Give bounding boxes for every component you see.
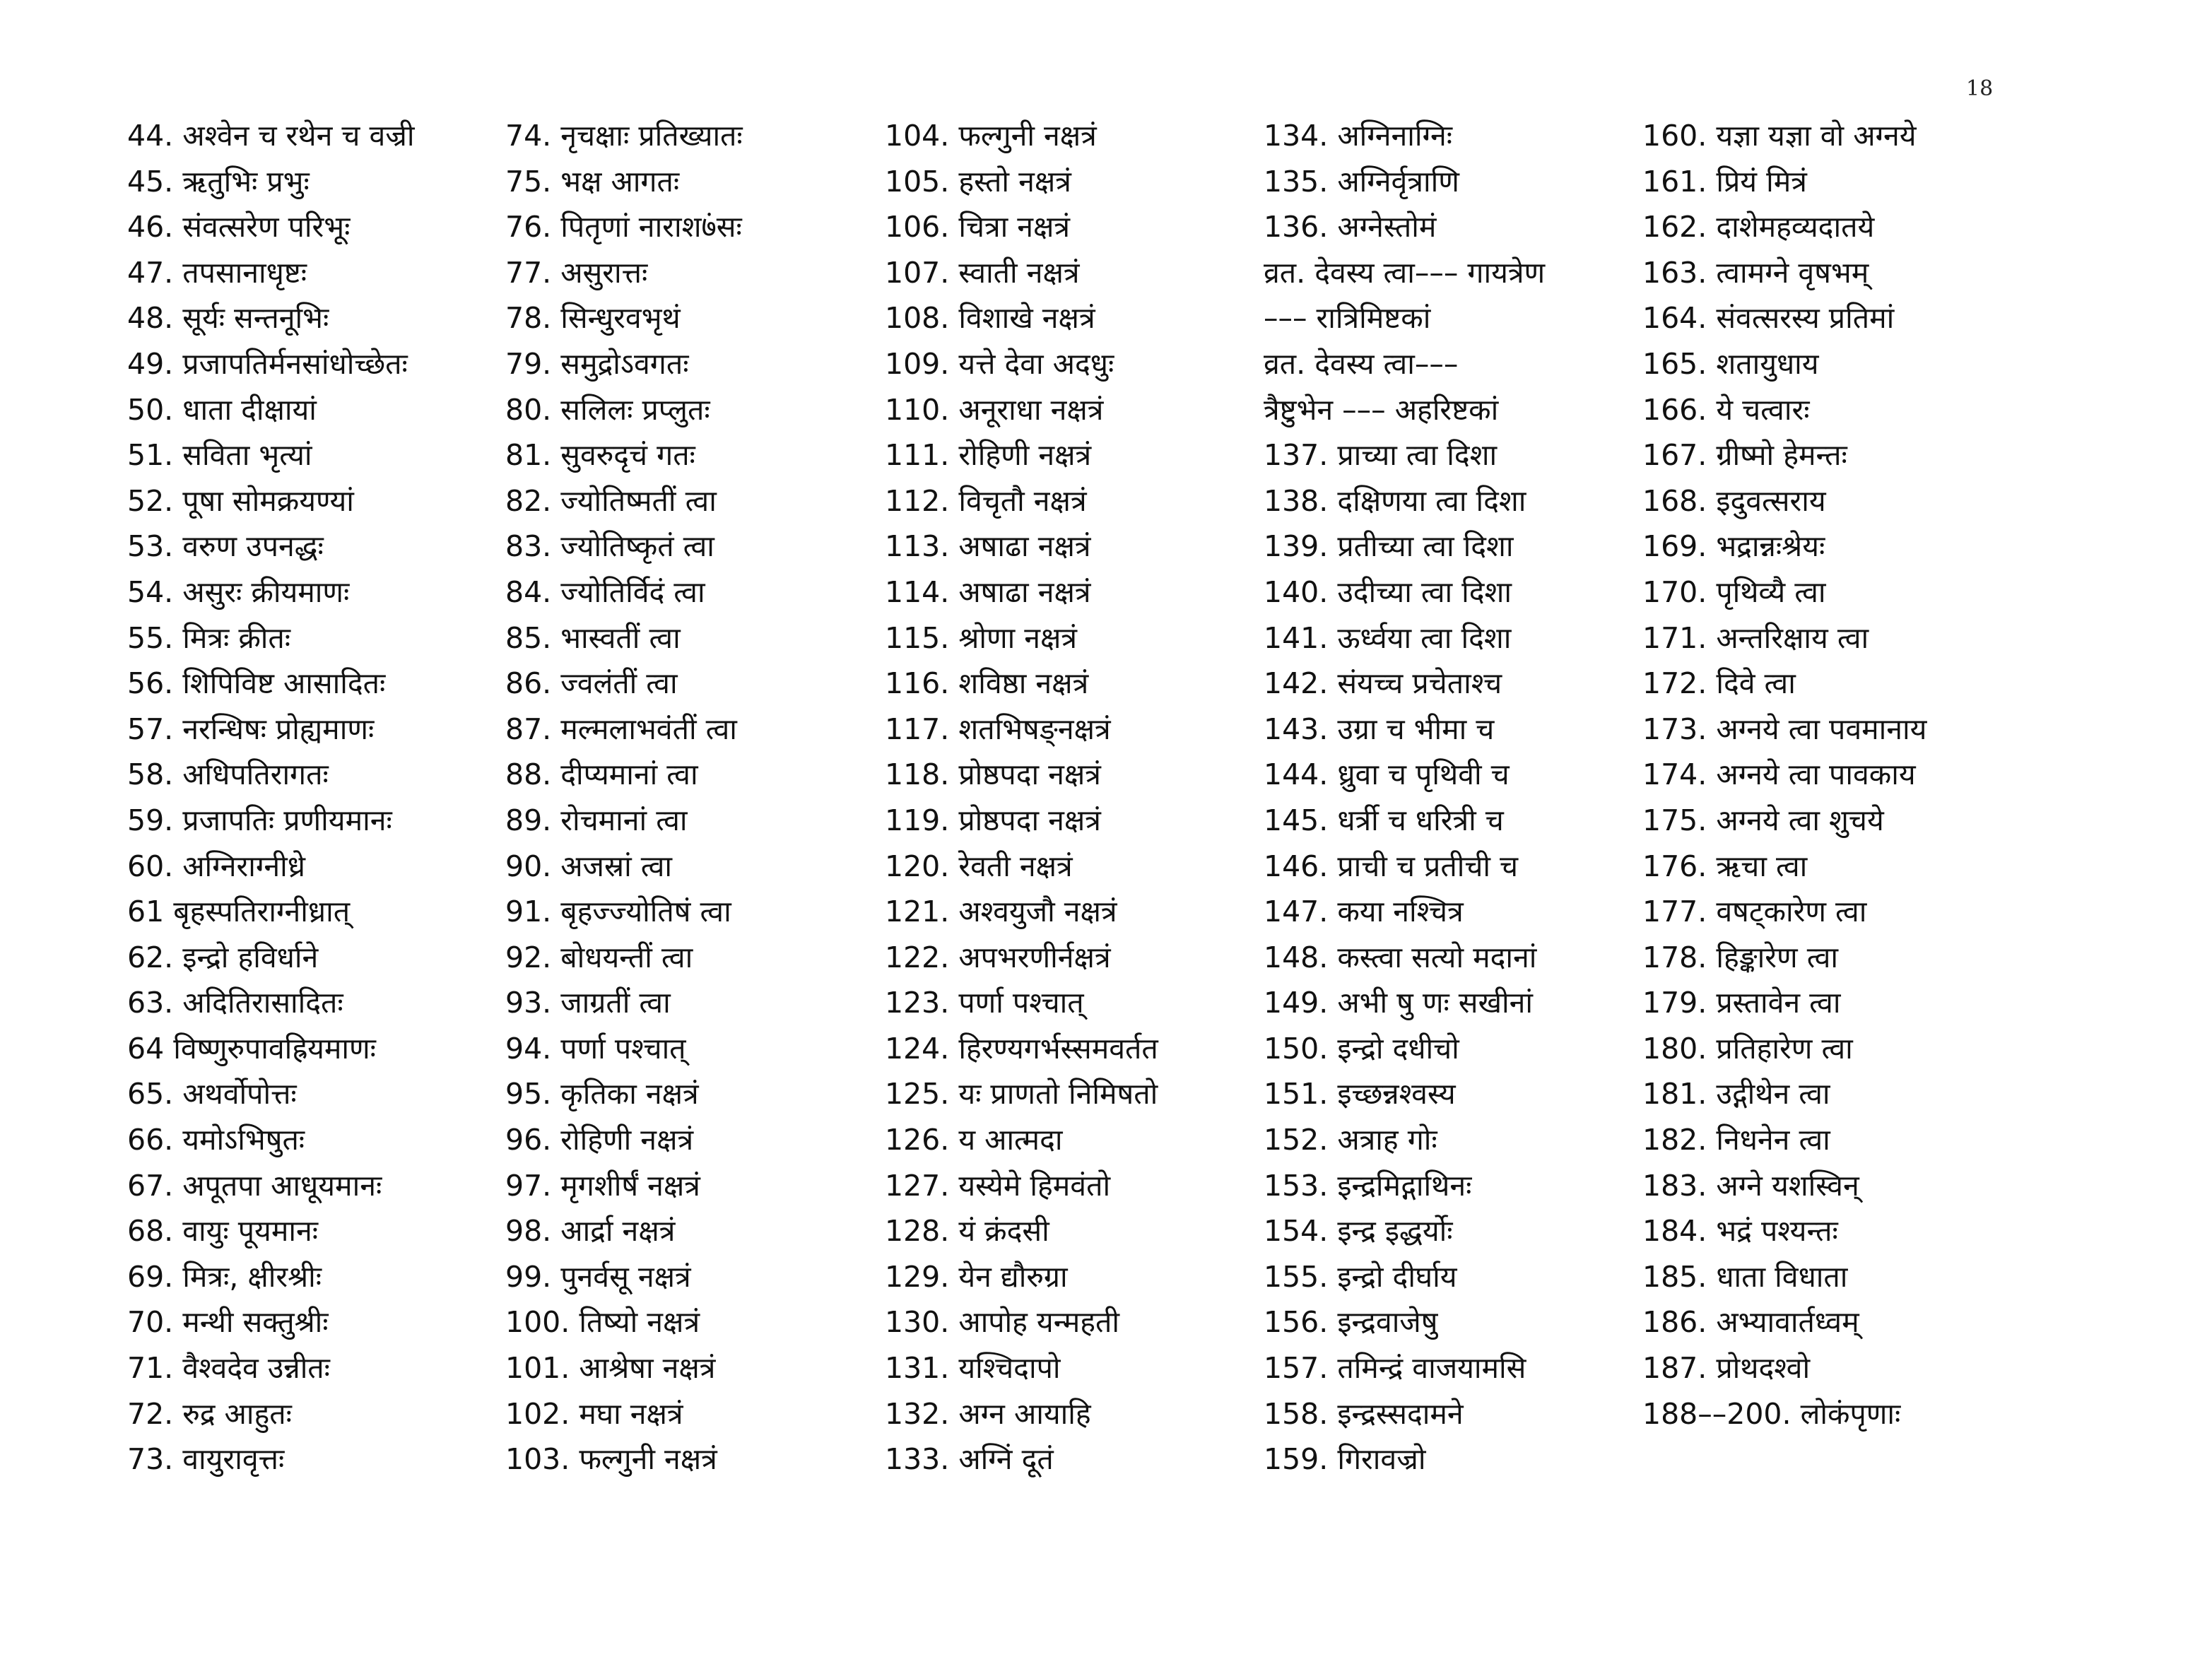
list-item: 144. ध्रुवा च पृथिवी च <box>1264 757 1510 792</box>
list-item: 49. प्रजापतिर्मनसांधोच्छेतः <box>127 346 408 381</box>
list-item: 51. सविता भृत्यां <box>127 438 312 473</box>
list-item: 157. तमिन्द्रं वाजयामसि <box>1264 1351 1526 1386</box>
list-item: 105. हस्तो नक्षत्रं <box>885 164 1071 199</box>
list-item: 183. अग्ने यशस्विन् <box>1642 1168 1859 1203</box>
list-item: 180. प्रतिहारेण त्वा <box>1642 1031 1853 1066</box>
list-item: 108. विशाखे नक्षत्रं <box>885 301 1095 336</box>
list-item: 143. उग्रा च भीमा च <box>1264 712 1495 746</box>
list-item: 136. अग्नेस्तोमं <box>1264 210 1437 244</box>
list-item: 116. शविष्ठा नक्षत्रं <box>885 666 1089 701</box>
list-item: 58. अधिपतिरागतः <box>127 757 329 792</box>
list-item: 117. शतभिषङ्नक्षत्रं <box>885 712 1111 746</box>
list-item: 106. चित्रा नक्षत्रं <box>885 210 1071 244</box>
list-item: 139. प्रतीच्या त्वा दिशा <box>1264 529 1514 564</box>
list-item: 69. मित्रः, क्षीरश्रीः <box>127 1259 322 1294</box>
list-item: 64 विष्णुरुपावह्रियमाणः <box>127 1031 376 1066</box>
list-item: 93. जाग्रतीं त्वा <box>505 986 671 1020</box>
list-item: 55. मित्रः क्रीतः <box>127 620 291 655</box>
list-item: 78. सिन्धुरवभृथं <box>505 301 681 336</box>
list-item: 80. सलिलः प्रप्लुतः <box>505 392 710 427</box>
list-item: 77. असुरात्तः <box>505 255 648 290</box>
list-item: 177. वषट्कारेण त्वा <box>1642 895 1867 929</box>
list-item: 87. मल्मलाभवंतीं त्वा <box>505 712 737 746</box>
list-item: 184. भद्रं पश्यन्तः <box>1642 1214 1838 1249</box>
list-item: 175. अग्नये त्वा शुचये <box>1642 803 1884 837</box>
list-item: 73. वायुरावृत्तः <box>127 1442 285 1477</box>
list-item: 48. सूर्यः सन्तनूभिः <box>127 301 329 336</box>
list-item: 98. आर्द्रा नक्षत्रं <box>505 1214 676 1249</box>
list-item: 66. यमोऽभिषुतः <box>127 1123 305 1157</box>
list-item: 154. इन्द्र इद्धर्योः <box>1264 1214 1453 1249</box>
list-item: व्रत. देवस्य त्वा––– गायत्रेण <box>1264 255 1546 290</box>
list-item: 83. ज्योतिष्कृतं त्वा <box>505 529 714 564</box>
list-item: 122. अपभरणीर्नक्षत्रं <box>885 940 1111 974</box>
list-item: 130. आपोह यन्महती <box>885 1305 1120 1340</box>
column-1 <box>127 113 415 1482</box>
list-item: 101. आश्रेषा नक्षत्रं <box>505 1351 716 1386</box>
list-item: 53. वरुण उपनद्धः <box>127 529 324 564</box>
list-item: 128. यं क्रंदसी <box>885 1214 1049 1249</box>
list-item: 102. मघा नक्षत्रं <box>505 1396 683 1431</box>
list-item: 174. अग्नये त्वा पावकाय <box>1642 757 1916 792</box>
list-item: 67. अपूतपा आधूयमानः <box>127 1168 382 1203</box>
list-item: 47. तपसानाधृष्टः <box>127 255 307 290</box>
list-item: 115. श्रोणा नक्षत्रं <box>885 620 1078 655</box>
list-item: 163. त्वामग्ने वृषभम् <box>1642 255 1869 290</box>
list-item: 176. ऋचा त्वा <box>1642 849 1808 883</box>
column-5 <box>1642 113 1926 1437</box>
list-item: 188––200. लोकंपृणाः <box>1642 1396 1901 1431</box>
list-item: 166. ये चत्वारः <box>1642 392 1810 427</box>
list-item: 56. शिपिविष्ट आसादितः <box>127 666 386 701</box>
list-item: 50. धाता दीक्षायां <box>127 392 317 427</box>
list-item: व्रत. देवस्य त्वा––– <box>1264 346 1459 381</box>
list-item: 145. धर्त्री च धरित्री च <box>1264 803 1504 837</box>
list-item: 52. पूषा सोमक्रयण्यां <box>127 483 354 518</box>
list-item: 162. दाशेमहव्यदातये <box>1642 210 1875 244</box>
list-item: 171. अन्तरिक्षाय त्वा <box>1642 620 1869 655</box>
list-item: 100. तिष्यो नक्षत्रं <box>505 1305 700 1340</box>
list-item: 118. प्रोष्ठपदा नक्षत्रं <box>885 757 1101 792</box>
list-item: 62. इन्द्रो हविर्धाने <box>127 940 319 974</box>
list-item: 149. अभी षु णः सखीनां <box>1264 986 1534 1020</box>
list-item: 146. प्राची च प्रतीची च <box>1264 849 1519 883</box>
list-item: 153. इन्द्रमिद्गाथिनः <box>1264 1168 1472 1203</box>
list-item: 92. बोधयन्तीं त्वा <box>505 940 693 974</box>
list-item: 104. फल्गुनी नक्षत्रं <box>885 119 1097 153</box>
list-item: 138. दक्षिणया त्वा दिशा <box>1264 483 1526 518</box>
list-item: ––– रात्रिमिष्टकां <box>1264 301 1431 336</box>
list-item: 60. अग्निराग्नीध्रे <box>127 849 305 883</box>
list-item: 81. सुवरुदृचं गतः <box>505 438 695 473</box>
list-item: 161. प्रियं मित्रं <box>1642 164 1807 199</box>
list-item: 155. इन्द्रो दीर्घाय <box>1264 1259 1457 1294</box>
list-item: 44. अश्वेन च रथेन च वज्री <box>127 119 415 153</box>
list-item: 119. प्रोष्ठपदा नक्षत्रं <box>885 803 1101 837</box>
list-item: 156. इन्द्रवाजेषु <box>1264 1305 1438 1340</box>
list-item: 140. उदीच्या त्वा दिशा <box>1264 574 1512 609</box>
list-item: 173. अग्नये त्वा पवमानाय <box>1642 712 1927 746</box>
list-item: 152. अत्राह गोः <box>1264 1123 1437 1157</box>
list-item: 147. कया नश्चित्र <box>1264 895 1464 929</box>
column-2 <box>505 113 743 1482</box>
list-item: 131. यश्चिदापो <box>885 1351 1061 1386</box>
list-item: 164. संवत्सरस्य प्रतिमां <box>1642 301 1895 336</box>
list-item: 135. अग्निर्वृत्राणि <box>1264 164 1459 199</box>
list-item: 90. अजस्रां त्वा <box>505 849 673 883</box>
list-item: 160. यज्ञा यज्ञा वो अग्नये <box>1642 119 1917 153</box>
list-item: 170. पृथिव्यै त्वा <box>1642 574 1826 609</box>
list-item: 95. कृतिका नक्षत्रं <box>505 1077 699 1111</box>
column-4 <box>1264 113 1545 1482</box>
list-item: 121. अश्वयुजौ नक्षत्रं <box>885 895 1117 929</box>
list-item: 89. रोचमानां त्वा <box>505 803 688 837</box>
list-item: 172. दिवे त्वा <box>1642 666 1796 701</box>
list-item: 75. भक्ष आगतः <box>505 164 680 199</box>
list-item: 127. यस्येमे हिमवंतो <box>885 1168 1111 1203</box>
list-item: 178. हिङ्कारेण त्वा <box>1642 940 1839 974</box>
list-item: 133. अग्निं दूतं <box>885 1442 1054 1477</box>
list-item: 124. हिरण्यगर्भस्समवर्तत <box>885 1031 1158 1066</box>
list-item: 185. धाता विधाता <box>1642 1259 1848 1294</box>
list-item: 125. यः प्राणतो निमिषतो <box>885 1077 1158 1111</box>
list-item: 187. प्रोथदश्वो <box>1642 1351 1811 1386</box>
list-item: 96. रोहिणी नक्षत्रं <box>505 1123 694 1157</box>
list-item: 88. दीप्यमानां त्वा <box>505 757 698 792</box>
list-item: 132. अग्न आयाहि <box>885 1396 1091 1431</box>
list-item: 68. वायुः पूयमानः <box>127 1214 318 1249</box>
list-item: 86. ज्वलंतीं त्वा <box>505 666 678 701</box>
list-item: 169. भद्रान्नःश्रेयः <box>1642 529 1825 564</box>
list-item: 186. अभ्यावार्तध्वम् <box>1642 1305 1859 1340</box>
list-item: 134. अग्निनाग्निः <box>1264 119 1453 153</box>
list-item: 65. अथर्वोपोत्तः <box>127 1077 297 1111</box>
list-item: 148. कस्त्वा सत्यो मदानां <box>1264 940 1537 974</box>
list-item: 54. असुरः क्रीयमाणः <box>127 574 350 609</box>
list-item: 74. नृचक्षाः प्रतिख्यातः <box>505 119 743 153</box>
list-item: 141. ऊर्ध्वया त्वा दिशा <box>1264 620 1512 655</box>
list-item: 103. फल्गुनी नक्षत्रं <box>505 1442 717 1477</box>
list-item: 97. मृगशीर्षं नक्षत्रं <box>505 1168 700 1203</box>
list-item: 150. इन्द्रो दधीचो <box>1264 1031 1459 1066</box>
list-item: 111. रोहिणी नक्षत्रं <box>885 438 1092 473</box>
list-item: 82. ज्योतिष्मतीं त्वा <box>505 483 717 518</box>
list-item: 109. यत्ते देवा अदधुः <box>885 346 1114 381</box>
list-item: 168. इदुवत्सराय <box>1642 483 1826 518</box>
list-item: 110. अनूराधा नक्षत्रं <box>885 392 1104 427</box>
list-item: 137. प्राच्या त्वा दिशा <box>1264 438 1498 473</box>
list-item: 167. ग्रीष्मो हेमन्तः <box>1642 438 1847 473</box>
list-item: 71. वैश्वदेव उन्नीतः <box>127 1351 330 1386</box>
list-item: 142. संयच्च प्रचेताश्च <box>1264 666 1502 701</box>
list-item: 181. उद्गीथेन त्वा <box>1642 1077 1830 1111</box>
page-number: 18 <box>1966 76 1994 101</box>
list-item: त्रैष्टुभेन ––– अहरिष्टकां <box>1264 392 1499 427</box>
list-item: 57. नरन्धिषः प्रोह्यमाणः <box>127 712 375 746</box>
list-item: 45. ऋतुभिः प्रभुः <box>127 164 310 199</box>
list-item: 79. समुद्रोऽवगतः <box>505 346 689 381</box>
list-item: 59. प्रजापतिः प्रणीयमानः <box>127 803 392 837</box>
list-item: 158. इन्द्रस्सदामने <box>1264 1396 1464 1431</box>
list-item: 151. इच्छन्नश्वस्य <box>1264 1077 1456 1111</box>
list-item: 61 बृहस्पतिराग्नीध्रात् <box>127 895 351 929</box>
list-item: 179. प्रस्तावेन त्वा <box>1642 986 1841 1020</box>
list-item: 123. पर्णा पश्चात् <box>885 986 1084 1020</box>
list-item: 94. पर्णा पश्चात् <box>505 1031 686 1066</box>
list-item: 99. पुनर्वसू नक्षत्रं <box>505 1259 691 1294</box>
list-item: 182. निधनेन त्वा <box>1642 1123 1830 1157</box>
column-3 <box>885 113 1158 1482</box>
list-item: 107. स्वाती नक्षत्रं <box>885 255 1080 290</box>
list-item: 129. येन द्यौरुग्रा <box>885 1259 1068 1294</box>
list-item: 126. य आत्मदा <box>885 1123 1063 1157</box>
list-item: 76. पितृणां नाराश७ंसः <box>505 210 742 244</box>
list-item: 165. शतायुधाय <box>1642 346 1819 381</box>
list-item: 113. अषाढा नक्षत्रं <box>885 529 1091 564</box>
list-item: 46. संवत्सरेण परिभूः <box>127 210 351 244</box>
list-item: 70. मन्थी सक्तुश्रीः <box>127 1305 329 1340</box>
list-item: 120. रेवती नक्षत्रं <box>885 849 1073 883</box>
list-item: 72. रुद्र आहुतः <box>127 1396 292 1431</box>
list-item: 112. विचृतौ नक्षत्रं <box>885 483 1087 518</box>
list-item: 85. भास्वतीं त्वा <box>505 620 681 655</box>
list-item: 84. ज्योतिर्विदं त्वा <box>505 574 705 609</box>
mantra-index-columns <box>127 113 2148 1491</box>
list-item: 63. अदितिरासादितः <box>127 986 343 1020</box>
list-item: 159. गिरावज्रो <box>1264 1442 1426 1477</box>
list-item: 91. बृहज्ज्योतिषं त्वा <box>505 895 731 929</box>
list-item: 114. अषाढा नक्षत्रं <box>885 574 1091 609</box>
